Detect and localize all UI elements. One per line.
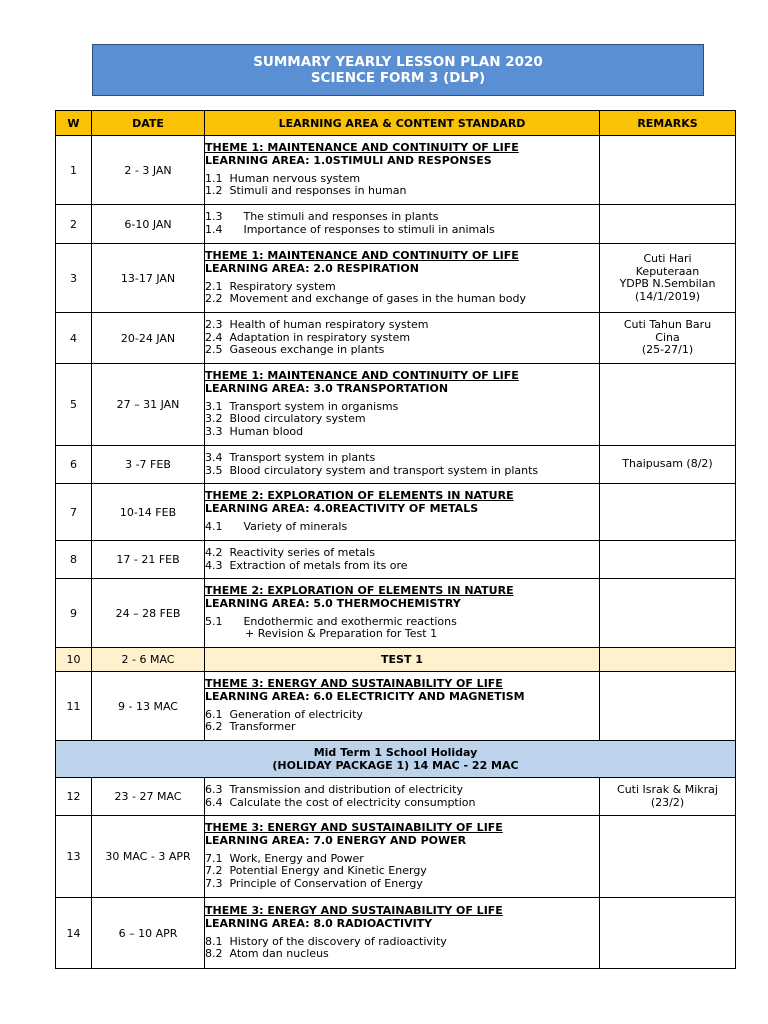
content-standard-item: 7.1 Work, Energy and Power [205, 851, 364, 865]
week-cell: 8 [56, 541, 92, 579]
content-standard-item: 7.3 Principle of Conservation of Energy [205, 877, 423, 891]
learning-area-heading: LEARNING AREA: 5.0 THERMOCHEMISTRY [205, 596, 461, 610]
date-cell: 2 - 6 MAC [92, 648, 205, 672]
date-cell: 6-10 JAN [92, 205, 205, 244]
learning-cell [205, 244, 600, 313]
learning-cell [205, 579, 600, 648]
content-standard-item: 7.2 Potential Energy and Kinetic Energy [205, 864, 427, 878]
learning-area-heading: LEARNING AREA: 7.0 ENERGY AND POWER [205, 833, 467, 847]
table-row [56, 579, 736, 648]
header-week: W [56, 111, 92, 136]
week-cell: 6 [56, 446, 92, 484]
table-header-row [56, 111, 736, 136]
title-line-1: SUMMARY YEARLY LESSON PLAN 2020 [253, 54, 543, 70]
holiday-cell [56, 741, 736, 778]
week-cell: 3 [56, 244, 92, 313]
learning-area-heading: LEARNING AREA: 4.0REACTIVITY OF METALS [205, 502, 479, 516]
content-standard-item: 3.2 Blood circulatory system [205, 412, 366, 426]
learning-cell [205, 205, 600, 244]
date-cell: 27 – 31 JAN [92, 364, 205, 446]
learning-cell [205, 778, 600, 816]
table-row [56, 364, 736, 446]
learning-cell [205, 446, 600, 484]
remarks-cell [600, 541, 736, 579]
date-cell: 10-14 FEB [92, 484, 205, 541]
remark-line: (14/1/2019) [635, 289, 700, 303]
table-row [56, 136, 736, 205]
content-standard-item: 3.1 Transport system in organisms [205, 399, 399, 413]
holiday-line-2: (HOLIDAY PACKAGE 1) 14 MAC - 22 MAC [272, 759, 519, 772]
content-standard-item: 8.2 Atom dan nucleus [205, 947, 329, 961]
learning-cell [205, 364, 600, 446]
table-row [56, 541, 736, 579]
remarks-cell [600, 313, 736, 364]
content-standard-item: 4.3 Extraction of metals from its ore [205, 558, 408, 572]
date-cell: 2 - 3 JAN [92, 136, 205, 205]
remarks-cell [600, 484, 736, 541]
week-cell: 1 [56, 136, 92, 205]
header-learning-area: LEARNING AREA & CONTENT STANDARD [205, 111, 600, 136]
content-standard-item: 2.4 Adaptation in respiratory system [205, 330, 411, 344]
remark-line: Cuti Hari [643, 252, 692, 265]
theme-heading: THEME 2: EXPLORATION OF ELEMENTS IN NATURE [205, 584, 514, 598]
table-row [56, 484, 736, 541]
content-standard-item: 4.2 Reactivity series of metals [205, 545, 375, 559]
remarks-cell [600, 205, 736, 244]
content-standard-note: + Revision & Preparation for Test 1 [245, 627, 438, 641]
theme-heading: THEME 1: MAINTENANCE AND CONTINUITY OF LIFE [205, 141, 519, 155]
learning-area-heading: LEARNING AREA: 6.0 ELECTRICITY AND MAGNETISM [205, 689, 525, 703]
lesson-plan-table [55, 110, 736, 969]
theme-heading: THEME 1: MAINTENANCE AND CONTINUITY OF LIFE [205, 369, 519, 383]
theme-heading: THEME 3: ENERGY AND SUSTAINABILITY OF LIFE [205, 821, 503, 835]
theme-heading: THEME 2: EXPLORATION OF ELEMENTS IN NATURE [205, 489, 514, 503]
date-cell: 9 - 13 MAC [92, 672, 205, 741]
remark-line: Thaipusam (8/2) [622, 457, 713, 471]
content-standard-item: 8.1 History of the discovery of radioactivity [205, 934, 447, 948]
remark-line: YDPB N.Sembilan [619, 277, 716, 290]
header-remarks: REMARKS [600, 111, 736, 136]
table-row [56, 244, 736, 313]
content-standard-item: 2.2 Movement and exchange of gases in the human body [205, 292, 527, 306]
week-cell: 2 [56, 205, 92, 244]
table-row [56, 313, 736, 364]
theme-heading: THEME 3: ENERGY AND SUSTAINABILITY OF LIFE [205, 677, 503, 691]
document-title [92, 44, 704, 96]
remarks-cell [600, 244, 736, 313]
remarks-cell [600, 778, 736, 816]
content-standard-item: 4.1 Variety of minerals [205, 519, 348, 533]
learning-area-heading: LEARNING AREA: 3.0 TRANSPORTATION [205, 381, 449, 395]
content-standard-item: 1.2 Stimuli and responses in human [205, 184, 407, 198]
content-standard-item: 3.3 Human blood [205, 425, 304, 439]
week-cell: 11 [56, 672, 92, 741]
learning-cell [205, 484, 600, 541]
learning-cell [205, 313, 600, 364]
title-line-2: SCIENCE FORM 3 (DLP) [310, 70, 486, 86]
remark-line: Cuti Israk & Mikraj [617, 783, 718, 796]
week-cell: 10 [56, 648, 92, 672]
date-cell: 3 -7 FEB [92, 446, 205, 484]
date-cell: 17 - 21 FEB [92, 541, 205, 579]
date-cell: 13-17 JAN [92, 244, 205, 313]
content-standard-item: 2.5 Gaseous exchange in plants [205, 343, 385, 357]
remarks-cell [600, 898, 736, 969]
week-cell: 12 [56, 778, 92, 816]
remark-line: Cina [655, 330, 680, 344]
remarks-cell [600, 136, 736, 205]
content-standard-item: 1.1 Human nervous system [205, 171, 361, 185]
remarks-cell [600, 672, 736, 741]
content-standard-item: 5.1 Endothermic and exothermic reactions [205, 614, 457, 628]
date-cell: 24 – 28 FEB [92, 579, 205, 648]
remark-line: (25-27/1) [641, 343, 694, 357]
table-row [56, 446, 736, 484]
remarks-cell [600, 648, 736, 672]
content-standard-item: 6.2 Transformer [205, 720, 296, 734]
week-cell: 9 [56, 579, 92, 648]
remark-line: (23/2) [650, 795, 685, 809]
week-cell: 4 [56, 313, 92, 364]
test-row [56, 648, 736, 672]
learning-cell [205, 898, 600, 969]
content-standard-item: 3.5 Blood circulatory system and transport system in plants [205, 463, 539, 477]
content-standard-item: 2.1 Respiratory system [205, 279, 336, 293]
week-cell: 7 [56, 484, 92, 541]
table-row [56, 778, 736, 816]
date-cell: 30 MAC - 3 APR [92, 816, 205, 898]
holiday-line-1: Mid Term 1 School Holiday [313, 746, 478, 759]
theme-heading: THEME 3: ENERGY AND SUSTAINABILITY OF LIFE [205, 904, 503, 918]
date-cell: 6 – 10 APR [92, 898, 205, 969]
week-cell: 14 [56, 898, 92, 969]
content-standard-item: 6.4 Calculate the cost of electricity consumption [205, 795, 476, 809]
week-cell: 13 [56, 816, 92, 898]
learning-area-heading: LEARNING AREA: 1.0STIMULI AND RESPONSES [205, 153, 492, 167]
header-date: DATE [92, 111, 205, 136]
table-row [56, 672, 736, 741]
learning-cell [205, 136, 600, 205]
week-cell: 5 [56, 364, 92, 446]
remark-line: Keputeraan [635, 264, 700, 278]
remarks-cell [600, 364, 736, 446]
date-cell: 20-24 JAN [92, 313, 205, 364]
holiday-row [56, 741, 736, 778]
table-row [56, 816, 736, 898]
theme-heading: THEME 1: MAINTENANCE AND CONTINUITY OF LIFE [205, 249, 519, 263]
remarks-cell [600, 446, 736, 484]
content-standard-item: 1.4 Importance of responses to stimuli in animals [205, 223, 495, 236]
test-label: TEST 1 [205, 648, 600, 672]
learning-cell [205, 541, 600, 579]
remarks-cell [600, 579, 736, 648]
remarks-cell [600, 816, 736, 898]
table-row [56, 205, 736, 244]
learning-cell [205, 672, 600, 741]
learning-area-heading: LEARNING AREA: 2.0 RESPIRATION [205, 261, 419, 275]
date-cell: 23 - 27 MAC [92, 778, 205, 816]
content-standard-item: 3.4 Transport system in plants [205, 450, 376, 464]
table-row [56, 898, 736, 969]
learning-cell [205, 816, 600, 898]
content-standard-item: 2.3 Health of human respiratory system [205, 317, 429, 331]
remark-line: Cuti Tahun Baru [623, 318, 712, 332]
learning-area-heading: LEARNING AREA: 8.0 RADIOACTIVITY [205, 916, 433, 930]
content-standard-item: 6.3 Transmission and distribution of electricity [205, 782, 463, 796]
content-standard-item: 6.1 Generation of electricity [205, 707, 363, 721]
content-standard-item: 1.3 The stimuli and responses in plants [205, 210, 439, 224]
